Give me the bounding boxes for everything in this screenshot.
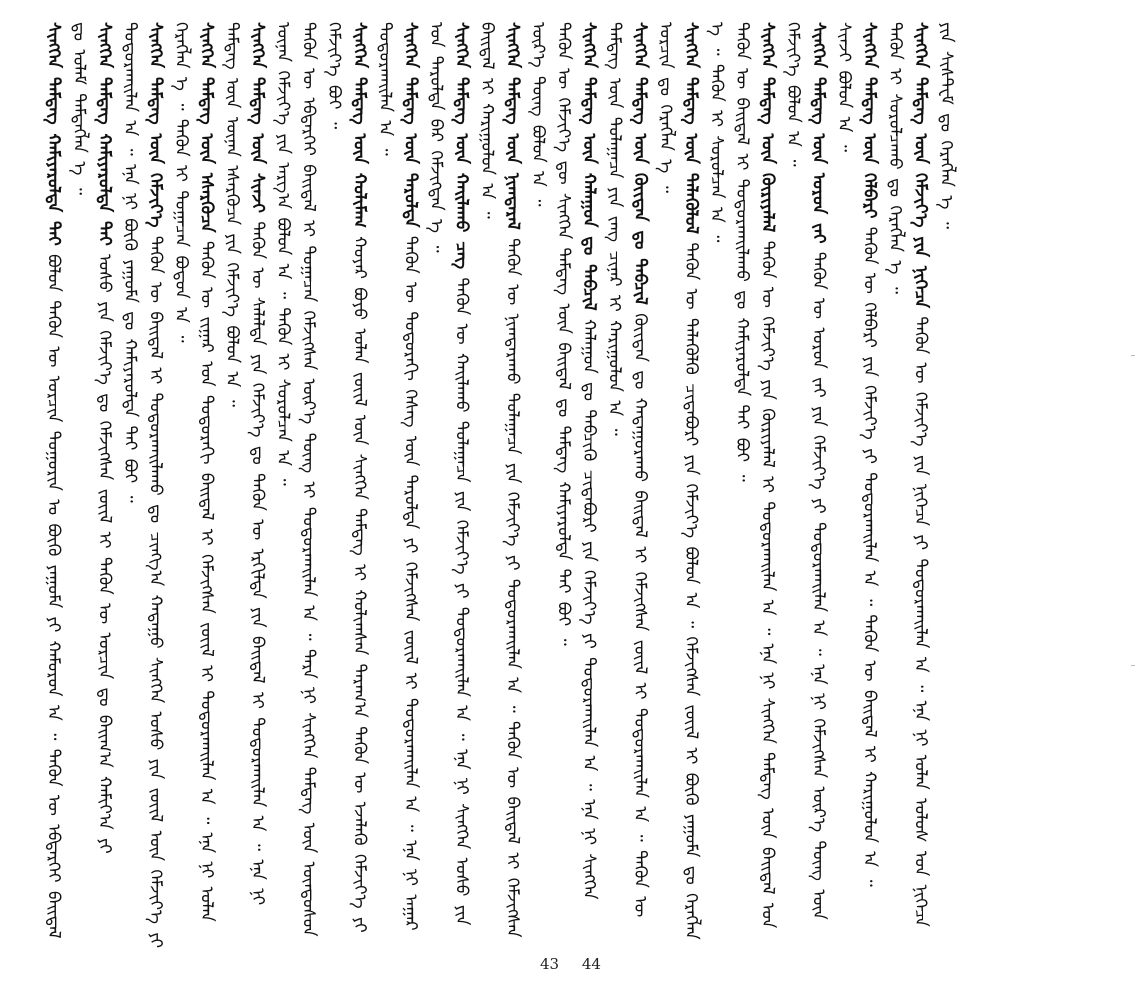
text-column [805,22,856,952]
page-number-left: 43 [540,955,560,973]
text-column [627,22,678,952]
text-column [576,22,627,952]
text-column [550,22,576,952]
term-heading: ᠰᠢᠩᠭᠡᠨ ᠲᠡᠮᠳᠡᠭ ᠦᠨ ᠨᠢᠭᠲᠠᠷᠠᠯ [502,22,523,230]
term-heading: ᠰᠢᠩᠭᠡᠨ ᠲᠡᠮᠳᠡᠭ ᠦᠨ ᠣᠷᠣᠨ ᠵᠠᠢ [808,22,829,244]
text-column [499,22,550,952]
paragraph-text: ᠪᠣᠯᠤᠨ ᠲᠡᠭᠦᠨ ᠦ ᠣᠷᠴᠢᠨ ᠲᠣᠭᠣᠷᠢᠨ ᠤ ᠪᠦᠬᠦ ᠶᠠᠭᠤᠮᠠ ᠶᠢ ᠬᠠᠮᠤᠷᠤᠨ ᠠ ᠃ ᠲᠡᠭᠦᠨ ᠦ ᠡᠪᠳᠡᠷᠬᠡᠢ ᠪᠠᠢᠳᠠᠯ ᠳᠤ ᠤᠯᠠᠮ ᠲᠡᠮᠳᠡᠭᠯᠡᠨ ᠡ ᠃ [43,22,89,939]
term-heading: ᠰᠢᠩᠭᠡᠨ ᠲᠡᠮᠳᠡᠭ ᠦᠨ ᠬᠡᠯᠪᠡᠷᠢ [859,22,880,219]
page-number-footer [0,955,1141,985]
paragraph-text: ᠲᠡᠭᠦᠨ ᠦ ᠬᠡᠯᠪᠡᠷᠢ ᠶᠢᠨ ᠬᠡᠮᠵᠢᠶ᠎ᠡ ᠶᠢ ᠲᠣᠳᠣᠷᠬᠠᠢᠯᠠᠨ ᠠ ᠃ ᠲᠡᠭᠦᠨ ᠦ ᠪᠠᠢᠳᠠᠯ ᠢ ᠬᠠᠷᠢᠭᠤᠯᠤᠨ ᠠ ᠃ [859,226,880,887]
text-column [448,22,499,952]
paragraph-text: ᠲᠡᠭᠦᠨ ᠦ ᠬᠡᠮᠵᠢᠶ᠎ᠡ ᠶᠢᠨ ᠨᠢᠭᠡᠴᠡ ᠶᠢ ᠲᠣᠳᠣᠷᠬᠠᠢᠯᠠᠨ ᠠ ᠃ ᠡᠨᠡ ᠨᠢ ᠣᠯᠠᠨ ᠤᠯᠤᠰ ᠤᠨ ᠨᠢᠭᠡᠴᠡ ᠶᠢᠨ ᠰᠢᠰᠲ᠋ᠧᠮ ᠳᠤ ᠬᠡᠷᠡᠭᠯᠡᠨ ᠡ ᠃ [910,22,956,927]
paragraph-text: ᠲᠡᠭᠦᠨ ᠦ ᠬᠡᠮᠵᠢᠶ᠎ᠡ ᠶᠢᠨ ᠬᠦᠷᠢᠶᠡᠯᠡᠯ ᠢ ᠲᠣᠳᠣᠷᠬᠠᠢᠯᠠᠨ ᠠ ᠃ ᠡᠨᠡ ᠨᠢ ᠰᠢᠩᠭᠡᠨ ᠲᠡᠮᠳᠡᠭ ᠦᠨ ᠪᠠᠢᠳᠠᠯ ᠤᠨ ᠬᠡᠮᠵᠢᠶ᠎ᠡ ᠪᠣᠯᠤᠨ ᠠ ᠃ [757,22,803,929]
term-heading: ᠰᠢᠩᠭᠡᠨ ᠲᠡᠮᠳᠡᠭ ᠦᠨ ᠬᠠᠢᠯᠠᠬᠤ ᠴᠡᠭ [451,22,472,270]
term-heading: ᠰᠢᠩᠭᠡᠨ ᠲᠡᠮᠳᠡᠭ ᠬᠠᠮᠢᠶᠠᠷᠤᠯᠲᠠ ᠲᠠᠢ [94,22,115,246]
text-column [678,22,729,952]
paragraph-text: ᠲᠡᠭᠦᠨ ᠦ ᠪᠠᠢᠳᠠᠯ ᠢ ᠲᠣᠳᠣᠷᠬᠠᠢᠯᠠᠬᠤ ᠳᠤ ᠴᠢᠩᠭ᠎ᠠ ᠬᠠᠲᠠᠭᠤ ᠰᠢᠩᠭᠡᠨ ᠤᠰᠤ ᠶᠢᠨ ᠵᠦᠢᠯ ᠦᠨ ᠬᠡᠮᠵᠢᠶ᠎ᠡ ᠶᠢ ᠬᠡᠷᠡᠭᠯᠡᠨ ᠡ ᠃ ᠲᠡᠭᠦᠨ ᠢ ᠲᠣᠭᠠᠴᠠᠨ ᠪᠣᠳᠣᠨ ᠠ ᠃ [145,22,191,949]
paragraph-text: ᠲᠡᠭᠦᠨ ᠦ ᠳᠣᠲᠣᠷᠠᠬᠢ ᠬᠡᠰᠡᠭ ᠦᠨ ᠳᠠᠷᠤᠯᠲᠠ ᠶᠢ ᠬᠡᠮᠵᠢᠭᠰᠡᠨ ᠵᠦᠢᠯ ᠢ ᠲᠣᠳᠣᠷᠬᠠᠢᠯᠠᠨ ᠠ ᠃ ᠡᠨᠡ ᠨᠢ ᠠᠭᠠᠷ ᠤᠨ ᠳᠠᠷᠤᠯᠲᠠ ᠪᠠᠷ ᠬᠡᠮᠵᠢᠭᠳᠡᠨ ᠡ ᠃ [400,22,446,931]
paragraph-text: ᠲᠡᠭᠦᠨ ᠦ ᠬᠠᠢᠯᠠᠬᠤ ᠳᠤᠯᠠᠭᠠᠴᠠ ᠶᠢᠨ ᠬᠡᠮᠵᠢᠶ᠎ᠡ ᠶᠢ ᠲᠣᠳᠣᠷᠬᠠᠢᠯᠠᠨ ᠠ ᠃ ᠡᠨᠡ ᠨᠢ ᠰᠢᠩᠭᠡᠨ ᠤᠰᠤ ᠶᠢᠨ ᠪᠠᠢᠳᠠᠯ ᠢ ᠬᠠᠷᠢᠭᠤᠯᠤᠨ ᠠ ᠃ [451,22,497,926]
text-column [244,22,295,952]
text-column [882,22,908,952]
paragraph-text: ᠲᠡᠭᠦᠨ ᠦ ᠨᠢᠭᠲᠠᠷᠠᠬᠤ ᠳᠤᠯᠠᠭᠠᠴᠠ ᠶᠢᠨ ᠬᠡᠮᠵᠢᠶ᠎ᠡ ᠶᠢ ᠲᠣᠳᠣᠷᠬᠠᠢᠯᠠᠨ ᠠ ᠃ ᠲᠡᠭᠦᠨ ᠦ ᠪᠠᠢᠳᠠᠯ ᠢ ᠬᠡᠮᠵᠢᠭᠰᠡᠨ ᠦᠷ᠎ᠡ ᠳᠦᠩ ᠪᠣᠯᠤᠨ ᠠ ᠃ [502,22,548,938]
paragraph-text: ᠤᠰᠤ ᠶᠢᠨ ᠬᠡᠮᠵᠢᠶ᠎ᠡ ᠳᠤ ᠬᠡᠮᠵᠢᠭᠰᠡᠨ ᠵᠦᠢᠯ ᠢ ᠲᠡᠭᠦᠨ ᠦ ᠣᠷᠴᠢᠨ ᠳᠤ ᠪᠠᠢᠭ᠎ᠠ ᠬᠠᠮᠢᠶ᠎ᠠ ᠶᠢ ᠲᠣᠳᠣᠷᠬᠠᠢᠯᠠᠨ ᠠ ᠃ ᠡᠨᠡ ᠨᠢ ᠪᠦᠬᠦ ᠶᠠᠭᠤᠮᠠ ᠳᠤ ᠬᠠᠮᠢᠶᠠᠷᠤᠯᠲᠠ ᠲᠠᠢ ᠪᠤᠢ ᠃ [94,22,140,854]
term-heading: ᠰᠢᠩᠭᠡᠨ ᠲᠡᠮᠳᠡᠭ ᠦᠨ ᠳᠠᠷᠤᠯᠲᠠ [400,22,421,228]
paragraph-text: ᠲᠡᠭᠦᠨ ᠦ ᠣᠷᠣᠨ ᠵᠠᠢ ᠶᠢᠨ ᠬᠡᠮᠵᠢᠶ᠎ᠡ ᠶᠢ ᠲᠣᠳᠣᠷᠬᠠᠢᠯᠠᠨ ᠠ ᠃ ᠡᠨᠡ ᠨᠢ ᠬᠡᠮᠵᠢᠭᠰᠡᠨ ᠦᠷ᠎ᠡ ᠳᠦᠩ ᠦᠨ ᠰᠢᠨᠵᠢ ᠪᠣᠯᠤᠨ ᠠ ᠃ [808,22,854,920]
term-heading: ᠰᠢᠩᠭᠡᠨ ᠲᠡᠮᠳᠡᠭ ᠦᠨ ᠰᠢᠨᠵᠢ [247,22,268,213]
text-column [907,22,958,952]
paragraph-text: ᠬᠠᠯᠠᠭᠤᠨ ᠳᠤ ᠲᠡᠪᠴᠢᠬᠦ ᠴᠢᠳᠠᠪᠤᠷᠢ ᠶᠢᠨ ᠬᠡᠮᠵᠢᠶ᠎ᠡ ᠶᠢ ᠲᠣᠳᠣᠷᠬᠠᠢᠯᠠᠨ ᠠ ᠃ ᠡᠨᠡ ᠨᠢ ᠰᠢᠩᠭᠡᠨ ᠲᠡᠮᠳᠡᠭ ᠦᠨ ᠳᠤᠯᠠᠭᠠᠴᠠ ᠶᠢᠨ ᠵᠠᠩ ᠴᠢᠨᠠᠷ ᠢ ᠬᠠᠷᠢᠭᠤᠯᠤᠨ ᠠ ᠃ [579,22,625,900]
paragraph-text: ᠲᠡᠭᠦᠨ ᠦ ᠵᠢᠭᠠᠷ ᠤᠨ ᠳᠣᠲᠣᠷᠠᠬᠢ ᠪᠠᠢᠳᠠᠯ ᠢ ᠬᠡᠮᠵᠢᠭᠰᠡᠨ ᠵᠦᠢᠯ ᠢ ᠲᠣᠳᠣᠷᠬᠠᠢᠯᠠᠨ ᠠ ᠃ ᠡᠨᠡ ᠨᠢ ᠣᠯᠠᠨ ᠲᠡᠮᠳᠡᠭ ᠦᠨ ᠦᠨᠡᠨ ᠡᠰᠡᠷᠭᠦᠴᠡ ᠶᠢᠨ ᠬᠡᠮᠵᠢᠶ᠎ᠡ ᠪᠣᠯᠤᠨ ᠠ ᠃ [196,22,242,922]
text-column [729,22,755,952]
term-heading: ᠰᠢᠩᠭᠡᠨ ᠲᠡᠮᠳᠡᠭ ᠬᠠᠮᠢᠶᠠᠷᠤᠯᠲᠠ ᠲᠠᠢ [43,22,64,246]
paragraph-text: ᠲᠡᠭᠦᠨ ᠢ ᠰᠤᠷᠤᠯᠴᠠᠬᠤ ᠳᠤ ᠬᠡᠷᠡᠭᠯᠡᠨ ᠡ ᠃ [885,22,905,294]
text-column [193,22,244,952]
term-heading: ᠰᠢᠩᠭᠡᠨ ᠲᠡᠮᠳᠡᠭ ᠦᠨ ᠡᠰᠡᠷᠭᠦᠴᠡ [196,22,217,233]
term-heading: ᠰᠢᠩᠭᠡᠨ ᠲᠡᠮᠳᠡᠭ ᠦᠨ ᠬᠦᠢᠲᠡᠨ ᠳᠤ ᠲᠡᠪᠴᠢᠯ [630,22,650,305]
paragraph-text: ᠲᠡᠭᠦᠨ ᠦ ᠬᠡᠮᠵᠢᠶ᠎ᠡ ᠳᠦ ᠰᠢᠩᠭᠡᠨ ᠲᠡᠮᠳᠡᠭ ᠦᠨ ᠪᠠᠢᠳᠠᠯ ᠳᠤ ᠲᠡᠮᠳᠡᠭ ᠬᠠᠮᠢᠶᠠᠷᠤᠯᠲᠠ ᠲᠠᠢ ᠪᠤᠢ ᠃ [553,22,574,646]
paragraph-text: ᠲᠡᠭᠦᠨ ᠦ ᠲᠡᠯᠡᠭᠦᠯᠬᠦ ᠴᠢᠳᠠᠪᠤᠷᠢ ᠶᠢᠨ ᠬᠡᠮᠵᠢᠶ᠎ᠡ ᠪᠣᠯᠤᠨ ᠠ ᠃ ᠬᠡᠮᠵᠢᠭᠰᠡᠨ ᠵᠦᠢᠯ ᠢ ᠪᠦᠬᠦ ᠶᠠᠭᠤᠮᠠ ᠳᠤ ᠬᠡᠷᠡᠭᠯᠡᠨ ᠡ ᠃ ᠲᠡᠭᠦᠨ ᠢ ᠰᠤᠷᠤᠯᠴᠠᠨ ᠠ ᠃ [681,22,727,940]
paragraph-text: ᠲᠡᠭᠦᠨ ᠦ ᠪᠠᠢᠳᠠᠯ ᠢ ᠲᠣᠳᠣᠷᠬᠠᠢᠯᠠᠬᠤ ᠳᠤ ᠬᠠᠮᠢᠶᠠᠷᠤᠯᠲᠠ ᠲᠠᠢ ᠪᠤᠢ ᠃ [732,22,752,482]
text-column [856,22,882,952]
page-number-right: 44 [581,955,601,973]
vertical-text-body [40,22,1115,952]
paragraph-text: ᠬᠦᠢᠲᠡᠨ ᠳᠤ ᠬᠠᠲᠠᠭᠤᠷᠠᠬᠤ ᠪᠠᠢᠳᠠᠯ ᠢ ᠬᠡᠮᠵᠢᠭᠰᠡᠨ ᠵᠦᠢᠯ ᠢ ᠲᠣᠳᠣᠷᠬᠠᠢᠯᠠᠨ ᠠ ᠃ ᠲᠡᠭᠦᠨ ᠦ ᠣᠷᠴᠢᠨ ᠳᠤ ᠬᠡᠷᠡᠭᠯᠡᠨ ᠡ ᠃ [630,22,676,918]
term-heading: ᠰᠢᠩᠭᠡᠨ ᠲᠡᠮᠳᠡᠭ ᠦᠨ ᠬᠦᠷᠢᠶᠡᠯᠡᠯ [757,22,778,233]
text-column [754,22,805,952]
text-column [295,22,346,952]
text-column [346,22,397,952]
text-column [40,22,91,952]
page-edge-mark [1131,665,1135,666]
term-heading: ᠰᠢᠩᠭᠡᠨ ᠲᠡᠮᠳᠡᠭ ᠦᠨ ᠬᠣᠯᠢᠮᠠᠭ [349,22,370,228]
term-heading: ᠰᠢᠩᠭᠡᠨ ᠲᠡᠮᠳᠡᠭ ᠦᠨ ᠲᠡᠯᠡᠭᠦᠯᠦᠯ [681,22,701,235]
text-column [142,22,193,952]
paragraph-text: ᠲᠡᠭᠦᠨ ᠦ ᠰᠠᠯᠠᠯᠲᠠ ᠶᠢᠨ ᠬᠡᠮᠵᠢᠶ᠎ᠡ ᠳᠤ ᠲᠡᠭᠦᠨ ᠦ ᠡᠷᠭᠢᠯᠲᠡ ᠶᠢᠨ ᠪᠠᠢᠳᠠᠯ ᠢ ᠲᠣᠳᠣᠷᠬᠠᠢᠯᠠᠨ ᠠ ᠃ ᠡᠨᠡ ᠨᠢ ᠦᠨᠡᠨ ᠬᠡᠮᠵᠢᠶ᠎ᠡ ᠶᠢᠨ ᠠᠷᠭ᠎ᠠ ᠪᠣᠯᠤᠨ ᠠ ᠃ ᠲᠡᠭᠦᠨ ᠢ ᠰᠤᠷᠤᠯᠴᠠᠨ ᠠ ᠃ [247,22,293,906]
text-column [91,22,142,952]
paragraph-text: ᠬᠣᠶᠠᠷ ᠪᠤᠶᠤ ᠣᠯᠠᠨ ᠵᠦᠢᠯ ᠦᠨ ᠰᠢᠩᠭᠡᠨ ᠲᠡᠮᠳᠡᠭ ᠢ ᠬᠣᠯᠢᠭᠰᠠᠨ ᠳᠠᠷᠠᠭ᠎ᠠ ᠲᠡᠭᠦᠨ ᠦ ᠡᠵᠡᠯᠡᠬᠦ ᠬᠡᠮᠵᠢᠶ᠎ᠡ ᠶᠢ ᠲᠣᠳᠣᠷᠬᠠᠢᠯᠠᠨ ᠠ ᠃ [349,22,395,933]
term-heading: ᠰᠢᠩᠭᠡᠨ ᠲᠡᠮᠳᠡᠭ ᠦᠨ ᠬᠡᠮᠵᠢᠶ᠎ᠡ ᠶᠢᠨ ᠨᠢᠭᠡᠴᠡ [910,22,931,308]
term-heading: ᠰᠢᠩᠭᠡᠨ ᠲᠡᠮᠳᠡᠭ ᠦᠨ ᠬᠡᠮᠵᠢᠶ᠎ᠡ [145,22,166,228]
term-heading: ᠰᠢᠩᠭᠡᠨ ᠲᠡᠮᠳᠡᠭ ᠦᠨ ᠬᠠᠯᠠᠭᠤᠨ ᠳᠤ ᠲᠡᠪᠴᠢᠯ [579,22,599,311]
page-edge-mark [1131,355,1135,356]
paragraph-text: ᠲᠡᠭᠦᠨ ᠦ ᠡᠪᠳᠡᠷᠬᠡᠢ ᠪᠠᠢᠳᠠᠯ ᠢ ᠲᠣᠭᠠᠴᠠᠨ ᠬᠡᠮᠵᠢᠭᠰᠡᠨ ᠦᠷ᠎ᠡ ᠳᠦᠩ ᠢ ᠲᠣᠳᠣᠷᠬᠠᠢᠯᠠᠨ ᠠ ᠃ ᠲᠡᠷᠡ ᠨᠢ ᠰᠢᠩᠭᠡᠨ ᠲᠡᠮᠳᠡᠭ ᠦᠨ ᠦᠨᠳᠦᠰᠦᠨ ᠬᠡᠮᠵᠢᠶ᠎ᠡ ᠪᠤᠢ ᠃ [298,22,344,937]
text-column [397,22,448,952]
